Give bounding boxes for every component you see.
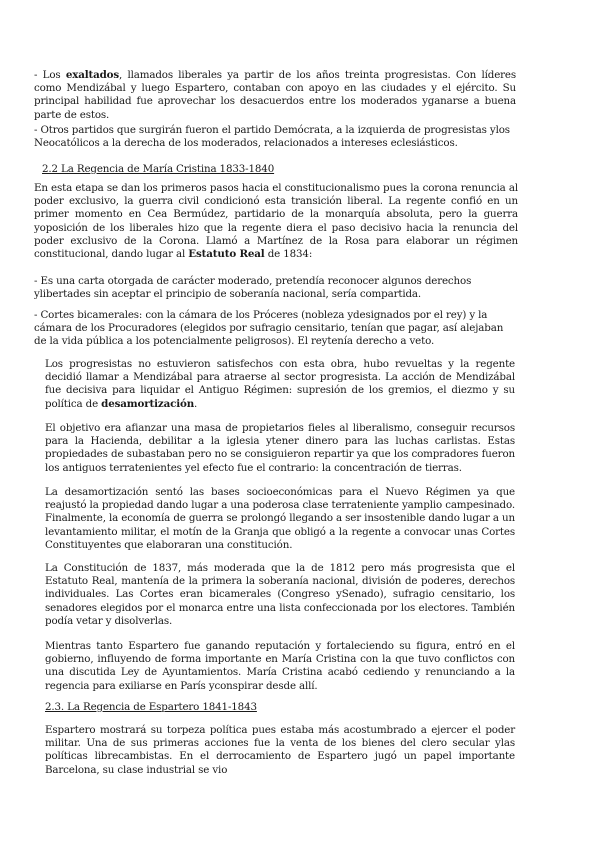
paragraph-exaltados bbox=[34, 69, 516, 122]
exaltados-prefix: - Los bbox=[34, 69, 66, 81]
exaltados-rest: , llamados liberales ya partir de los años treinta progresistas. Con líderes como Mendizábal y luego Espartero, contaban con apoyo en las ciudades y el ejército. Su principal habilidad fue aprovechar los desacuerdos entre los moderados yganarse a buena parte de estos. bbox=[34, 69, 516, 121]
etapa-text: En esta etapa se dan los primeros pasos hacia el constitucionalismo pues la corona renuncia al poder exclusivo, la guerra civil condicionó esta transición liberal. La regente confió en un primer momento en Cea Bermúdez, partidario de la monarquía absoluta, pero la guerra yoposición de los liberales hizo que la regente diera el paso decisivo hacia la renuncia del poder exclusivo de la Corona. Llamó a Martínez de la Rosa para elaborar un régimen constitucional, dando lugar al bbox=[34, 182, 518, 261]
etapa-rest: de 1834: bbox=[264, 248, 313, 261]
paragraph-constitucion-1837: La Constitución de 1837, más moderada que la de 1812 pero más progresista que el Estatuto Real, mantenía de la primera la soberanía nacional, división de poderes, derechos individuales. Las Cortes eran bicamerales (Congreso ySenado), sufragio censitario, los senadores elegidos por el monarca entre una lista confeccionada por los electores. También podía vetar y disolverlas. bbox=[45, 562, 515, 627]
paragraph-otros-partidos: - Otros partidos que surgirán fueron el partido Demócrata, a la izquierda de progresistas ylos Neocatólicos a la derecha de los moderados, relacionados a intereses eclesiásticos. bbox=[34, 124, 510, 150]
progresistas-rest: . bbox=[194, 397, 198, 410]
paragraph-carta-otorgada: - Es una carta otorgada de carácter moderado, pretendía reconocer algunos derechos ylibertades sin aceptar el principio de soberanía nacional, sería compartida. bbox=[34, 275, 472, 301]
heading-regencia-maria-cristina: 2.2 La Regencia de María Cristina 1833-1840 bbox=[42, 163, 275, 175]
progresistas-text: Los progresistas no estuvieron satisfechos con esta obra, hubo revueltas y la regente decidió llamar a Mendizábal para atraerse al sector progresista. La acción de Mendizábal fue decisiva para liquidar el Antiguo Régimen: supresión de los gremios, el diezmo y su política de bbox=[45, 358, 515, 410]
heading-regencia-espartero: 2.3. La Regencia de Espartero 1841-1843 bbox=[45, 701, 257, 713]
term-estatuto-real: Estatuto Real bbox=[188, 248, 265, 261]
term-exaltados: exaltados bbox=[65, 69, 120, 81]
paragraph-etapa bbox=[34, 182, 518, 261]
paragraph-espartero: Espartero mostrará su torpeza política pues estaba más acostumbrado a ejercer el poder militar. Una de sus primeras acciones fue la venta de los bienes del clero secular ylas políticas librecambistas. En el derrocamiento de Espartero jugó un papel importante Barcelona, su clase industrial se vio bbox=[45, 724, 515, 776]
paragraph-progresistas bbox=[45, 358, 515, 411]
term-desamortizacion: desamortización bbox=[101, 397, 195, 410]
paragraph-cortes-bicamerales: - Cortes bicamerales: con la cámara de los Próceres (nobleza ydesignados por el rey) y la cámara de los Procuradores (elegidos por sufragio censitario, tenían que pagar, así alejaban de la vida pública a los potencialmente peligrosos). El reytenía derecho a veto. bbox=[34, 309, 504, 348]
paragraph-objetivo: El objetivo era afianzar una masa de propietarios fieles al liberalismo, conseguir recursos para la Hacienda, debilitar a la iglesia ytener dinero para las luchas carlistas. Estas propiedades de subastaban pero no se consiguieron repartir ya que los compradores fueron los antiguos terratenientes yel efecto fue el contrario: la concentración de tierras. bbox=[45, 422, 515, 474]
paragraph-desamortizacion: La desamortización sentó las bases socioeconómicas para el Nuevo Régimen ya que reajustó la propiedad dando lugar a una poderosa clase terrateniente yamplio campesinado. Finalmente, la economía de guerra se prolongó llegando a ser insostenible dando lugar a un levantamiento militar, el motín de la Granja que obligó a la regente a convocar unas Cortes Constituyentes que elaboraran una constitución. bbox=[45, 486, 515, 551]
paragraph-mientras-tanto: Mientras tanto Espartero fue ganando reputación y fortaleciendo su figura, entró en el gobierno, influyendo de forma importante en María Cristina con la que tuvo conflictos con una discutida Ley de Ayuntamientos. María Cristina acabó cediendo y renunciando a la regencia para exiliarse en París yconspirar desde allí. bbox=[45, 640, 515, 692]
